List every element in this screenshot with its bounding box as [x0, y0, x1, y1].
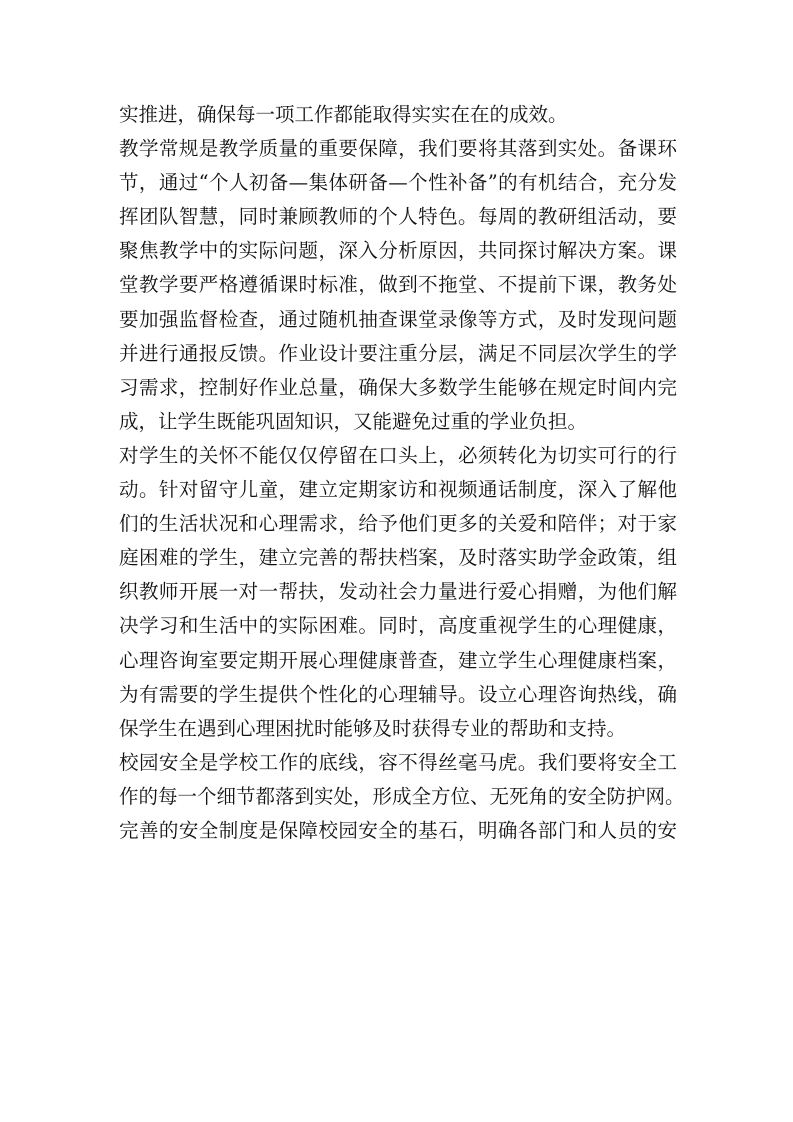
paragraph-1-line-0: 教学常规是教学质量的重要保障，我们要将其落到实处。备课环	[119, 137, 677, 161]
paragraph-3-line-2: 完善的安全制度是保障校园安全的基石，明确各部门和人员的安	[119, 818, 677, 842]
paragraph-2-line-2: 们的生活状况和心理需求，给予他们更多的关爱和陪伴；对于家	[119, 512, 677, 536]
paragraph-2-line-4: 织教师开展一对一帮扶，发动社会力量进行爱心捐赠，为他们解	[119, 580, 677, 604]
paragraph-2-line-5: 决学习和生活中的实际困难。同时，高度重视学生的心理健康，	[119, 614, 677, 638]
paragraph-1-line-3: 聚焦教学中的实际问题，深入分析原因，共同探讨解决方案。课	[119, 239, 677, 263]
paragraph-1-line-8: 成，让学生既能巩固知识，又能避免过重的学业负担。	[119, 409, 588, 433]
paragraph-2-line-1: 动。针对留守儿童，建立定期家访和视频通话制度，深入了解他	[119, 478, 677, 502]
paragraph-0-line-0: 实推进，确保每一项工作都能取得实实在在的成效。	[119, 103, 568, 126]
document-body	[119, 98, 685, 848]
paragraph-2-line-8: 保学生在遇到心理困扰时能够及时获得专业的帮助和支持。	[119, 716, 627, 740]
paragraph-2-line-7: 为有需要的学生提供个性化的心理辅导。设立心理咨询热线，确	[119, 682, 677, 706]
paragraph-3-line-0: 校园安全是学校工作的底线，容不得丝毫马虎。我们要将安全工	[119, 750, 677, 774]
paragraph-1-line-1: 节，通过“个人初备—集体研备—个性补备”的有机结合，充分发	[119, 171, 677, 195]
paragraph-1-line-6: 并进行通报反馈。作业设计要注重分层，满足不同层次学生的学	[119, 341, 677, 365]
paragraph-3-line-1: 作的每一个细节都落到实处，形成全方位、无死角的安全防护网。	[119, 784, 685, 808]
paragraph-2-line-6: 心理咨询室要定期开展心理健康普查，建立学生心理健康档案，	[119, 648, 677, 672]
paragraph-2-line-0: 对学生的关怀不能仅仅停留在口头上，必须转化为切实可行的行	[119, 443, 677, 467]
paragraph-1-line-7: 习需求，控制好作业总量，确保大多数学生能够在规定时间内完	[119, 375, 677, 399]
paragraph-1-line-5: 要加强监督检查，通过随机抽查课堂录像等方式，及时发现问题	[119, 307, 677, 331]
paragraph-1-line-2: 挥团队智慧，同时兼顾教师的个人特色。每周的教研组活动，要	[119, 205, 677, 229]
paragraph-1-line-4: 堂教学要严格遵循课时标准，做到不拖堂、不提前下课，教务处	[119, 273, 677, 297]
paragraph-2-line-3: 庭困难的学生，建立完善的帮扶档案，及时落实助学金政策，组	[119, 546, 677, 570]
